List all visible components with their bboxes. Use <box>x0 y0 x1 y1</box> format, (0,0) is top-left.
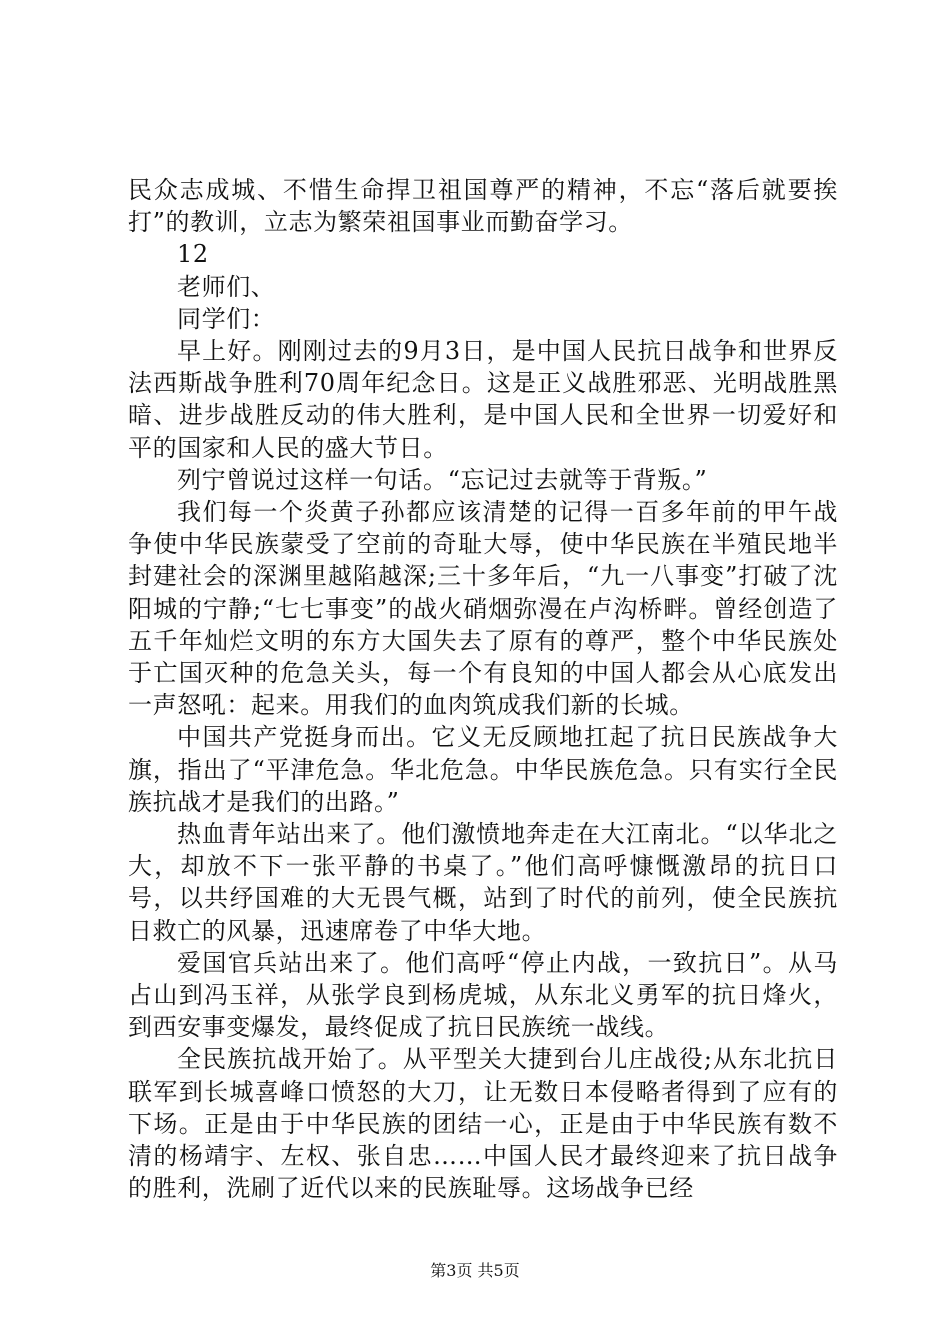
paragraph: 12 <box>177 240 209 269</box>
paragraph: 中国共产党挺身而出。它义无反顾地扛起了抗日民族战争大旗，指出了“平津危急。华北危急。中华民族危急。只有实行全民族抗战才是我们的出路。” <box>128 723 838 816</box>
page-number: 第3页 共5页 <box>430 1261 520 1280</box>
paragraph: 老师们、 <box>177 272 276 301</box>
paragraph: 热血青年站出来了。他们激愤地奔走在大江南北。“以华北之大，却放不下一张平静的书桌了。”他们高呼慷慨激昂的抗日口号，以共纾国难的大无畏气概，站到了时代的前列，使全民族抗日救亡的风暴，迅速席卷了中华大地。 <box>128 820 838 945</box>
paragraph: 同学们： <box>177 304 276 333</box>
paragraph: 列宁曾说过这样一句话。“忘记过去就等于背叛。” <box>177 465 708 494</box>
paragraph: 全民族抗战开始了。从平型关大捷到台儿庄战役;从东北抗日联军到长城喜峰口愤怒的大刀，让无数日本侵略者得到了应有的下场。正是由于中华民族的团结一心，正是由于中华民族有数不清的杨靖宇、左权、张自忠……中国人民才最终迎来了抗日战争的胜利，洗刷了近代以来的民族耻辱。这场战争已经 <box>128 1045 838 1203</box>
paragraph: 爱国官兵站出来了。他们高呼“停止内战，一致抗日”。从马占山到冯玉祥，从张学良到杨虎城，从东北义勇军的抗日烽火，到西安事变爆发，最终促成了抗日民族统一战线。 <box>128 948 838 1042</box>
paragraph: 民众志成城、不惜生命捍卫祖国尊严的精神，不忘“落后就要挨打”的教训，立志为繁荣祖国事业而勤奋学习。 <box>128 176 838 237</box>
page-footer <box>0 1260 950 1282</box>
document-body <box>128 174 838 1205</box>
paragraph: 早上好。刚刚过去的9月3日，是中国人民抗日战争和世界反法西斯战争胜利70周年纪念日。这是正义战胜邪恶、光明战胜黑暗、进步战胜反动的伟大胜利，是中国人民和全世界一切爱好和平的国家和人民的盛大节日。 <box>128 337 838 462</box>
paragraph: 我们每一个炎黄子孙都应该清楚的记得一百多年前的甲午战争使中华民族蒙受了空前的奇耻大辱，使中华民族在半殖民地半封建社会的深渊里越陷越深;三十多年后，“九一八事变”打破了沈阳城的宁静;“七七事变”的战火硝烟弥漫在卢沟桥畔。曾经创造了五千年灿烂文明的东方大国失去了原有的尊严，整个中华民族处于亡国灭种的危急关头，每一个有良知的中国人都会从心底发出一声怒吼：起来。用我们的血肉筑成我们新的长城。 <box>128 498 838 720</box>
